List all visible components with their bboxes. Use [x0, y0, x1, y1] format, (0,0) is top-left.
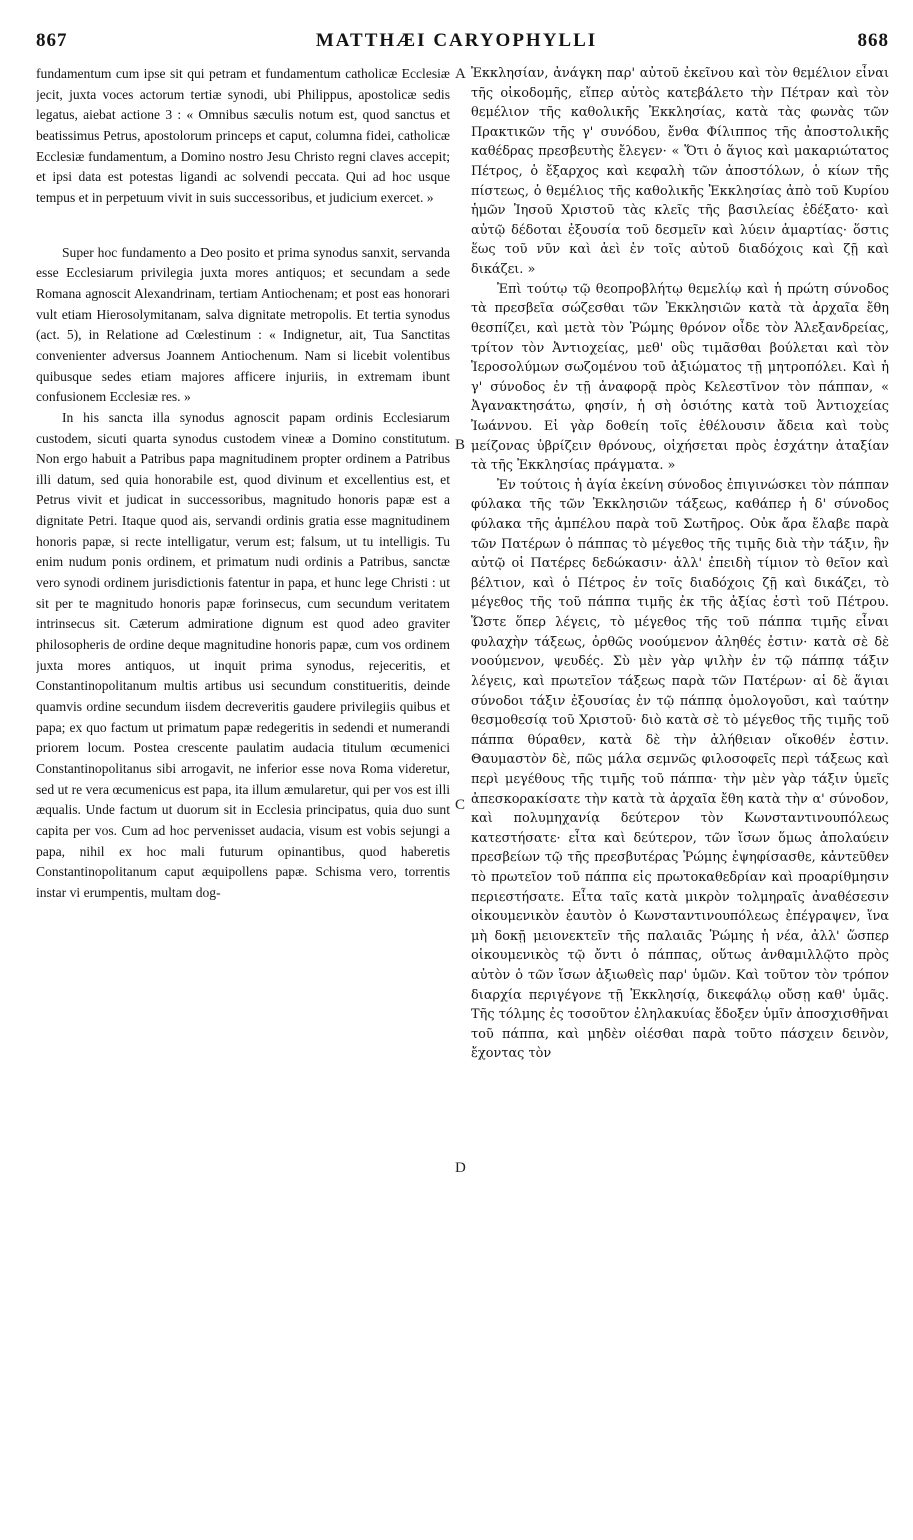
latin-column: [36, 64, 450, 1524]
margin-letter-c: C: [455, 797, 466, 813]
latin-paragraph-2: Super hoc fundamento a Deo posito et prima synodus sanxit, servanda esse Ecclesiarum privilegia juxta mores antiquos; et secundam a sede Romana agnoscit Alexandrinam, tertiam Antiochenam; et post eas honorari vult etiam Hierosolymitanam, salva dignitate metropolis. Et tertia synodus (act. 5), in Relatione ad Cœlestinum : « Indignetur, ait, Tua Sanctitas convenienter adversus Joannem Antiochenum. Nam si licebit volentibus quibusque sedes etiam majores afficere injuriis, in extremam ibunt confusionem Ecclesiæ res. »: [36, 244, 450, 405]
left-page-number: 867: [36, 30, 68, 51]
margin-letter-b: B: [455, 437, 466, 453]
margin-letter-d: D: [455, 1160, 466, 1176]
greek-paragraph-2: Ἐπὶ τούτῳ τῷ θεοπροβλήτῳ θεμελίῳ καὶ ἡ πρώτη σύνοδος τὰ πρεσβεῖα σώζεσθαι τῶν Ἐκκλησιῶν κατὰ τὰ ἀρχαῖα ἔθη θεσπίζει, καὶ μετὰ τὸν Ῥώμης θρόνον οἶδε τὸν Ἀλεξανδρείας, τρίτον τὸν Ἀντιοχείας, μεθ' οὓς τιμᾶσθαι βούλεται καὶ τὸν Ἱεροσολύμων σωζομένου τοῦ ἀξιώματος τῇ μητροπόλει. Καὶ ἡ γ' σύνοδος ἐν τῇ ἀναφορᾷ πρὸς Κελεστῖνον τὸν πάππαν, « Ἀγανακτησάτω, φησίν, ἡ σὴ ὁσιότης κατὰ τοῦ Ἀντιοχείας Ἰωάννου. Εἰ γὰρ δοθείη τοῖς ἐθέλουσιν ἄδεια καὶ τοὺς μείζονας ὑβρίζειν θρόνους, οἰχήσεται πρὸς ἐσχάτην ἀταξίαν τὰ τῆς Ἐκκλησίας πράγματα. »: [471, 281, 889, 474]
greek-paragraph-1: Ἐκκλησίαν, ἀνάγκη παρ' αὐτοῦ ἐκεῖνου καὶ τὸν θεμέλιον εἶναι τῆς οἰκοδομῆς, εἴπερ αὐτὸς κατεβάλετο τὴν Πέτραν καὶ τὸν θεμέλιον τῆς καθολικῆς Ἐκκλησίας, κατὰ τὰς φωνὰς τῶν Πρακτικῶν τῆς γ' συνόδου, ἔνθα Φίλιππος τῆς ἀποστολικῆς καθέδρας πρεσβευτὴς ἔλεγεν· « Ὅτι ὁ ἅγιος καὶ μακαριώτατος Πέτρος, ὁ ἔξαρχος καὶ κεφαλὴ τῶν ἀποστόλων, ὁ κίων τῆς πίστεως, ὁ θεμέλιος τῆς καθολικῆς Ἐκκλησίας ἀπὸ τοῦ Κυρίου ἡμῶν Ἰησοῦ Χριστοῦ τὰς κλεῖς τῆς βασιλείας ἐδέξατο· καὶ αὐτῷ δέδοται ἐξουσία τοῦ δεσμεῖν καὶ λύειν ἁμαρτίας· ὅστις ἕως τοῦ νῦν καὶ ἀεὶ ἐν τοῖς αὐτοῦ διαδόχοις καὶ ζῇ καὶ δικάζει. »: [471, 66, 889, 278]
greek-column: [471, 64, 889, 1524]
margin-letter-a: A: [455, 66, 466, 82]
greek-paragraph-3: Ἐν τούτοις ἡ ἁγία ἐκείνη σύνοδος ἐπιγινώσκει τὸν πάππαν φύλακα τῆς τῶν Ἐκκλησιῶν τάξεως, καθάπερ ἡ δ' σύνοδος φύλακα τῆς ἀμπέλου παρὰ τοῦ Σωτῆρος. Οὐκ ἄρα ἔλαβε παρὰ τῶν Πατέρων ὁ πάππας τὸ μέγεθος τῆς τιμῆς διὰ τὴν τάξιν, ἣν αὐτῷ οἱ Πατέρες δεδώκασιν· ἀλλ' ἐπειδὴ τίμιον τὸ θεῖον καὶ βέλτιον, καὶ ὁ Πέτρος ἐν τοῖς διαδόχοις ζῇ καὶ δικάζει, τὸ μέγεθος τῆς τοῦ πάππα τιμῆς ἐκ τῆς ἀξίας ἐστὶ τοῦ Πέτρου. Ὥστε ὅπερ λέγεις, τὸ μέγεθος τῆς τοῦ πάππα τιμῆς εἶναι φυλαχὴν τάξεως, ὀρθῶς νοούμενον ἀληθές ἐστιν· κατὰ σὲ δὲ νοούμενον, ψευδές. Σὺ μὲν γὰρ ψιλὴν ἐν τῷ πάππᾳ τάξιν λέγεις, καὶ πρωτεῖον τάξεως παρὰ τῶν Πατέρων· αἱ δὲ ἅγιαι σύνοδοι τάξιν ἐξουσίας ἐν τῷ πάππᾳ ὁμολογοῦσι, καὶ ταύτην θεσμοθεσίᾳ τοῦ Χριστοῦ· διὸ κατὰ σὲ τὸ μέγεθος τῆς τιμῆς τοῦ πάππα θύραθεν, κατὰ δὲ τὴν ἀλήθειαν οἴκοθέν ἐστιν. Θαυμαστὸν δὲ, πῶς μάλα σεμνῶς φιλοσοφεῖς περὶ τάξεως καὶ περὶ μεγέθους τῆς τιμῆς τοῦ πάππα· τὴν μὲν γὰρ τάξιν ὑμεῖς ἀπεσκορακίσατε τὴν κατὰ τὰ ἀρχαῖα ἔθη κατὰ τὴν α' σύνοδον, καὶ πολυμηχανίᾳ δεύτερον τὸν Κωνσταντινουπόλεως κατεστήσατε· εἶτα καὶ δεύτερον, τῶν ἴσων ὅμως ἀπολαύειν πρεσβείων τῷ τῆς πρεσβυτέρας Ῥώμης ἐψηφίσασθε, κἀντεῦθεν τὸ πρωτεῖον τοῦ πάππα εἰς πρωτοκαθεδρίαν καὶ προαρίθμησιν περιεστήσατε. Εἶτα ταῖς κατὰ μικρὸν τολμηραῖς ἀναθέσεσιν οἰκουμενικὸν ἑαυτὸν ὁ Κωνσταντινουπόλεως ἐπέγραψεν, ἵνα μὴ δοκῇ μειονεκτεῖν τῆς παλαιᾶς Ῥώμης ἡ νέα, ἀλλ' ὥσπερ οἰκουμενικὸς τῷ ὄντι ὁ πάππας, οὕτως ἀνθαμιλλῷτο πρὸς αὐτὸν ὁ τῶν ἴσων ἀξιωθεὶς παρ' ὑμῶν. Καὶ τοῦτον τὸν τρόπον διαρχία περιγέγονε τῇ Ἐκκλησίᾳ, δικεφάλῳ οὔσῃ καθ' ὑμᾶς. Τῆς τόλμης ἐς τοσοῦτον ἐληλακυίας ἔδοξεν ὑμῖν ἀποσχισθῆναι τοῦ πάππα, καὶ μηδὲν οἰέσθαι παρὰ τοῦτο πάσχειν δεινὸν, ἔχοντας τὸν: [471, 477, 889, 1062]
right-page-number: 868: [857, 30, 889, 51]
running-title: MATTHÆI CARYOPHYLLI: [315, 30, 598, 51]
latin-paragraph-1: fundamentum cum ipse sit qui petram et fundamentum catholicæ Ecclesiæ jecit, juxta voces actorum tertiæ synodi, ubi Philippus, apostolicæ sedis legatus, aiebat actione 3 : « Omnibus sæculis notum est, quod sanctus et beatissimus Petrus, apostolorum princeps et caput, columna fidei, catholicæ Ecclesiæ fundamentum, a Domino nostro Jesu Christo regni claves accepit; et ipsi data est potestas ligandi ac solvendi peccata. Qui ad hoc usque tempus et in perpetuum vivit in suis successoribus, et judicium exercet. »: [36, 66, 450, 205]
latin-paragraph-3: In his sancta illa synodus agnoscit papam ordinis Ecclesiarum custodem, sicuti quarta synodus custodem vineæ a Domino constitutum. Non ergo habuit a Patribus papa magnitudinem propter ordinem a Patribus illi datum, sed quia honorabile est, quod divinum et excellentius est, et Petrus vivit et judicat in successoribus, magnitudo honoris papæ est a dignitate Petri. Itaque quod ais, servandi ordinis gratia esse magnitudinem honoris papæ, si recte intelligatur, verum est; falsum, ut tu intelligis. Tu enim nudum ponis ordinem, et primatum nudi ordinis a Patribus, sanctæ vero synodi ordinem jurisdictionis fatentur in papa, et hunc lege Christi : ut sit per te magnitudo honoris papæ forinsecus, cum secundum veritatem intrinsecus sit. Cæterum admiratione dignum est quod adeo graviter philosopheris de ordine deque magnitudine honoris papæ, cum vos ordinem juxta mores antiquos, ut inquit prima synodus, rejeceritis, et Constantinopolitanum multis artibus usi secundum constitueritis, deinde quamvis ordine secundum iisdem decreveritis gaudere privilegiis quibus et papa; ex quo factum ut primatum papæ redegeritis in sedendi et numerandi priorem locum. Postea crescente paulatim audacia titulum œcumenici Constantinopolitanus sibi arrogavit, ne inferior esse nova Roma videretur, sed ut re vera œcumenicus est papa, ita illum æmularetur, qui per vos est illi æqualis. Unde factum ut duorum sit in Ecclesia principatus, quia duo sunt capita per vos. Cum ad hoc pervenisset audacia, visum est vobis sejungi a papa, nihil ex hoc mali futurum opinantibus, quod haberetis Constantinopolitanum caput æquipollens papæ. Schisma vero, torrentis instar vi erumpentis, multam dog-: [36, 409, 450, 900]
